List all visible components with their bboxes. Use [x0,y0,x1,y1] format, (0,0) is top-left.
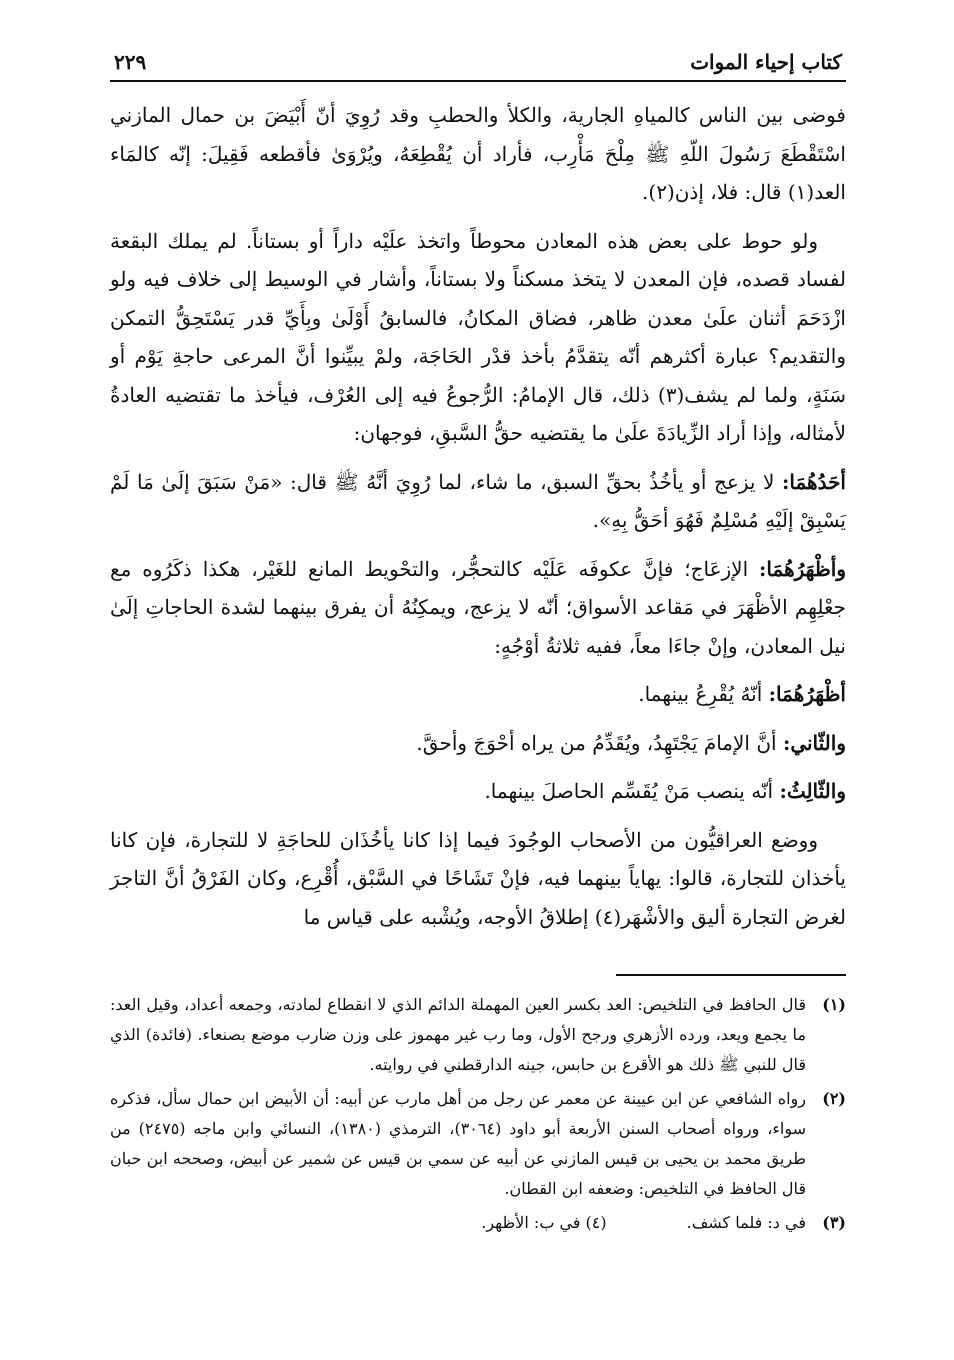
chapter-title: كتاب إحياء الموات [690,50,842,74]
footnote-3 [110,1208,846,1238]
paragraph-6-keyword: والثّاني: [782,730,846,755]
paragraph-6-text: أنَّ الإمامَ يَجْتَهِدُ، ويُقَدِّمُ من يراه أحْوَجَ وأحقَّ. [416,730,783,755]
paragraph-5 [110,675,846,714]
paragraph-7-text: أنّه ينصب مَنْ يُقَسِّم الحاصلَ بينهما. [484,779,780,803]
footnote-number: (٣) [822,1213,846,1232]
main-text [110,96,846,936]
paragraph-4-keyword: وأظْهَرُهُمَا: [759,556,847,581]
paragraph-3-text: لا يزعج أو يأخُذُ بحقِّ السبق، ما شاء، لما رُوِيَ أنَّهُ ﷺ قال: «مَنْ سَبَقَ إلَىٰ مَا لَمْ يَسْبِقْ إلَيْهِ مُسْلِمٌ فَهُوَ أحَقُّ بِهِ». [110,469,846,532]
book-page [110,36,846,1242]
paragraph-3-keyword: أحَدُهُمَا: [781,469,846,494]
footnote-2 [110,1084,846,1204]
paragraph-4 [110,550,846,666]
footnote-text: رواه الشافعي عن ابن عيينة عن معمر عن رجل من أهل مارب عن أبيه: أن الأبيض ابن حمال سأل، فذكره سواء، ورواه أصحاب السنن الأربعة أبو داود (٣٠٦٤)، الترمذي (١٣٨٠)، النسائي وابن ماجه (٢٤٧٥) من طريق محمد بن يحيى بن قيس المازني عن أبيه عن سمي بن قيس عن شمير عن أبيض، وصححه ابن حبان قال الحافظ في التلخيص: وضعفه ابن القطان. [110,1089,807,1198]
paragraph-5-keyword: أظْهَرُهُمَا: [768,682,846,706]
paragraph-1: فوضى بين الناس كالمياهِ الجارية، والكلأ والحطبِ وقد رُوِيَ أنّ أَبْيَضَ بن حمال المازني اسْتَقْطَعَ رَسُولَ اللّهِ ﷺ مِلْحَ مَأْرِب، فأراد أن يُقْطِعَهُ، ويُرْوَىٰ فأقطعه فَقِيلَ: إنّه كالمَاء العد(١) قال: فلا، إذن(٢). [110,103,846,204]
paragraph-7 [110,772,846,811]
footnotes [110,990,846,1238]
footnote-number: (٢) [822,1089,846,1108]
paragraph-8: ووضع العراقيُّون من الأصحاب الوجُودَ فيما إذا كانا يأخُذَان للحاجَةِ لا للتجارة، فإن كانا يأخذان للتجارة، قالوا: يهاياً بينهما فيه، فإنْ تَشَاحًا في السَّبْق، أُقْرِع، وكان الفَرْقُ أنَّ التاجرَ لغرض التجارة أليق والأشْهَر(٤) إطلاقُ الأوجه، ويُشْبه على قياس ما [110,827,846,929]
footnote-text [110,1208,806,1238]
paragraph-2: ولو حوط على بعض هذه المعادن محوطاً واتخذ علَيْه داراً أو بستاناً. لم يملك البقعة لفساد قصده، فإن المعدن لا يتخذ مسكناً ولا بستاناً، وأشار في الوسيط إلى خلاف فيه ولو ازْدَحَمَ أثنان علَىٰ معدن ظاهر، فضاق المكانُ، فالسابقُ أَوْلَىٰ وبِأَيِّ قدر يَسْتَحِقُّ التمكن والتقديم؟ عبارة أكثرهم أنّه يتقدَّمُ بأخذ قدْر الحَاجَة، ولمْ يبيِّنوا أنَّ المرعى حاجةِ يَوْم أو سَنَةٍ، ولما لم يشف(٣) ذلك، قال الإمامُ: الرُّجوعُ فيه إلى العُرْف، فيأخذ ما تقتضيه العادةُ لأمثاله، وإذا أراد الزِّيادَةَ علَىٰ ما يقتضيه حقُّ السَّبقِ، فوجهان: [110,228,846,445]
footnote-3-text: في د: فلما كشف. [686,1213,806,1232]
page-number: ٢٢٩ [114,50,147,74]
page-header [110,36,846,82]
footnote-separator-wrap [110,946,846,990]
footnote-separator [616,974,846,976]
paragraph-3 [110,463,846,540]
footnote-text: قال الحافظ في التلخيص: العد بكسر العين المهملة الدائم الذي لا انقطاع لمادته، وجمعه أعداد، وقيل العد: ما يجمع ويعد، ورده الأزهري ورجح الأول، وما رب غير مهموز على وزن ضارب موضع بصنعاء. (فائدة) الذي قال للنبي ﷺ ذلك هو الأقرع بن حابس، جينه الدارقطني في روايته. [110,995,806,1074]
footnote-number: (١) [822,995,846,1014]
paragraph-6 [110,724,846,763]
paragraph-4-text: الإزعَاج؛ فإنَّ عكوفَه عَلَيْه كالتحجُّر، والتحْويط المانع للغَيْر، هكذا ذكَرُوه مع جعْلِهِم الأظْهَرَ في مَقاعد الأسواق؛ أنّه لا يزعج، ويمكِنُهُ أن يفرق بينهما لشدة الحاجاتِ إلَىٰ نيل المعادن، وإنْ جاءَا معاً، ففيه ثلاثةُ أوْجُهٍ: [110,556,846,658]
paragraph-5-text: أنّهُ يُقْرِعُ بينهما. [638,682,769,706]
footnote-4-text: (٤) في ب: الأظهر. [481,1213,607,1232]
footnote-1 [110,990,846,1080]
paragraph-7-keyword: والثّالِثُ: [779,779,846,803]
